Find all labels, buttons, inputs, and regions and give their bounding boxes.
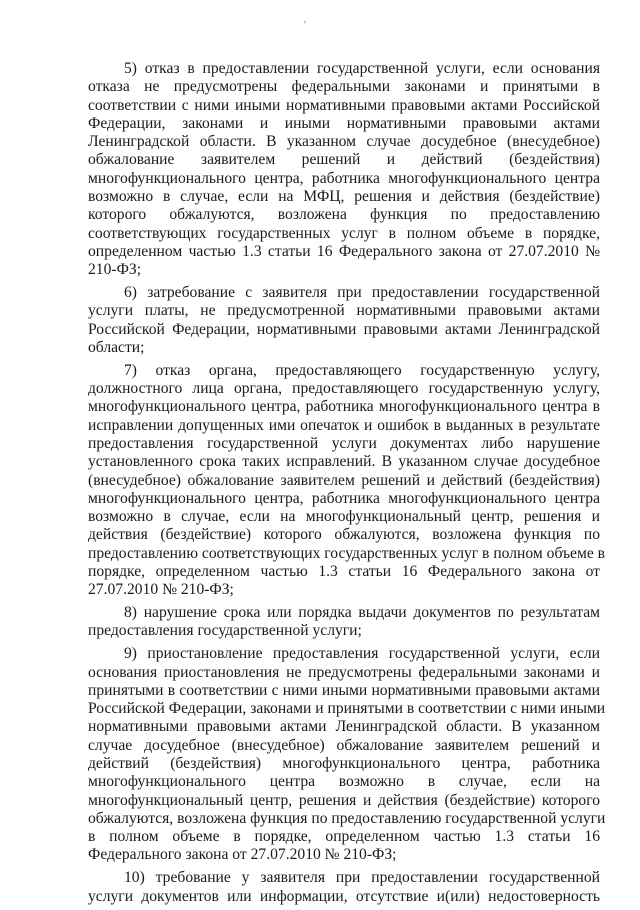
text-line: Ленинградской области. В указанном случае досудебное (внесудебное) [88,133,600,151]
text-line: принятыми в соответствии с ними иными нормативными правовыми актами [88,681,600,699]
text-line: услуги платы, не предусмотренной нормативными правовыми актами [88,302,600,320]
text-line: Федерального закона от 27.07.2010 № 210-ФЗ; [88,846,397,864]
text-line: обжалуются, возложена функция по предоставлению государственной услуги [88,809,606,827]
text-line: должностного лица органа, предоставляющего государственную услугу, [88,380,600,398]
text-line: соответствии с ними иными нормативными правовыми актами Российской [88,96,600,114]
text-line: отказа не предусмотрены федеральными законами и принятыми в [88,78,600,96]
text-line: 9) приостановление предоставления государственной услуги, если [124,645,600,663]
text-line: области; [88,338,145,356]
paragraph-item-9 [88,645,606,865]
text-line: соответствующих государственных услуг в полном объеме в порядке, [88,224,600,242]
text-line: нормативными правовыми актами Ленинградской области. В указанном [88,718,600,736]
text-line: в полном объеме в порядке, определенном частью 1.3 статьи 16 [88,828,600,846]
text-line: возможно в случае, если на МФЦ, решения и действия (бездействие) [88,188,600,206]
text-line: многофункционального центра, работника многофункционального центра [88,169,600,187]
paragraph-item-5 [88,60,600,280]
text-line: Российской Федерации, законами и принятыми в соответствии с ними иными [88,700,606,718]
paragraph-item-10 [88,869,600,906]
text-line: 6) затребование с заявителя при предоставлении государственной [124,284,600,302]
text-line: 7) отказ органа, предоставляющего государственную услугу, [124,361,600,379]
text-line: случае досудебное (внесудебное) обжалование заявителем решений и [88,736,600,754]
document-body [88,60,606,910]
text-line: предоставлению соответствующих государственных услуг в полном объеме в [88,544,606,562]
text-line: Федерации, законами и иными нормативными правовыми актами [88,114,600,132]
text-line: 210-ФЗ; [88,261,142,279]
text-line: основания приостановления не предусмотрены федеральными законами и [88,663,600,681]
text-line: которого обжалуются, возложена функция по предоставлению [88,206,600,224]
text-line: 10) требование у заявителя при предоставлении государственной [124,869,600,887]
text-line: многофункционального центра возможно в случае, если на [88,773,600,791]
paragraph-item-7 [88,361,606,600]
text-line: действия (бездействие) которого обжалуются, возложена функция по [88,526,600,544]
page-mark: ' [304,20,306,31]
text-line: многофункционального центра, работника многофункционального центра [88,489,600,507]
text-line: установленного срока таких исправлений. В указанном случае досудебное [88,453,600,471]
text-line: предоставления государственной услуги; [88,622,362,640]
paragraph-item-6 [88,284,600,357]
text-line: обжалование заявителем решений и действий (бездействия) [88,151,600,169]
text-line: порядке, определенном частью 1.3 статьи 16 Федерального закона от [88,563,600,581]
text-line: 27.07.2010 № 210-ФЗ; [88,581,234,599]
text-line: определенном частью 1.3 статьи 16 Федерального закона от 27.07.2010 № [88,242,600,260]
text-line: многофункционального центра, работника многофункционального центра в [88,398,600,416]
text-line: 8) нарушение срока или порядка выдачи документов по результатам [124,604,600,622]
text-line: Российской Федерации, нормативными правовыми актами Ленинградской [88,320,600,338]
text-line: (внесудебное) обжалование заявителем решений и действий (бездействия) [88,471,600,489]
text-line: услуги документов или информации, отсутствие и(или) недостоверность [88,887,600,905]
text-line: действий (бездействия) многофункционального центра, работника [88,754,600,772]
text-line: предоставления государственной услуги документах либо нарушение [88,434,600,452]
paragraph-item-8 [88,604,600,641]
text-line: 5) отказ в предоставлении государственной услуги, если основания [124,60,600,77]
text-line: многофункциональный центр, решения и действия (бездействие) которого [88,791,600,809]
text-line: исправлении допущенных ими опечаток и ошибок в выданных в результате [88,416,600,434]
text-line: возможно в случае, если на многофункциональный центр, решения и [88,508,600,526]
